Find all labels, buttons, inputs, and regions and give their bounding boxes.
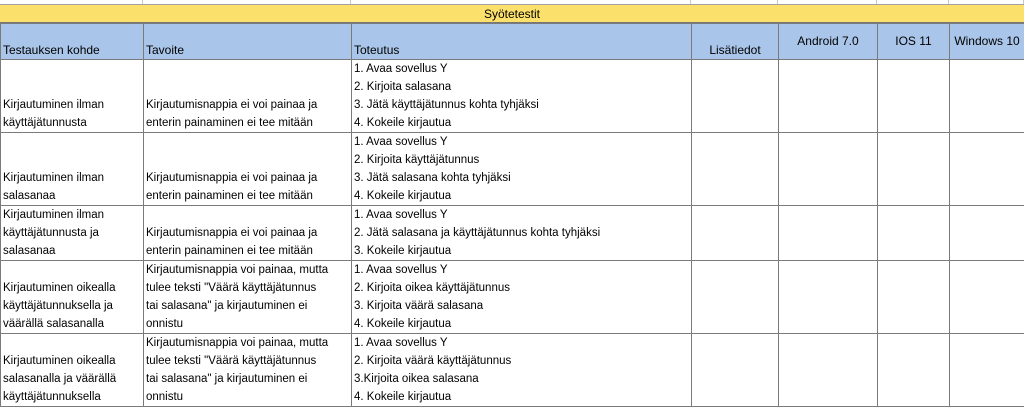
cell-tavoite[interactable] — [144, 60, 352, 133]
cell-lisatiedot[interactable] — [692, 261, 779, 334]
cell-toteutus[interactable] — [352, 334, 692, 407]
cell-text-line: tai salasana" ja kirjautuminen ei — [146, 370, 348, 388]
cell-testauksen-kohde[interactable] — [1, 334, 144, 407]
cell-ios[interactable] — [878, 261, 950, 334]
cell-text-line: Kirjautumisnappia ei voi painaa ja — [146, 224, 348, 242]
cell-text-line: 2. Kirjoita käyttäjätunnus — [354, 151, 688, 169]
cell-text-line: 2. Kirjoita salasana — [354, 78, 688, 96]
cell-lisatiedot[interactable] — [692, 206, 779, 261]
cell-text-line: Kirjautumisnappia ei voi painaa ja — [146, 169, 348, 187]
cell-tavoite[interactable] — [144, 334, 352, 407]
cell-lisatiedot[interactable] — [692, 334, 779, 407]
cell-ios[interactable] — [878, 206, 950, 261]
cell-testauksen-kohde[interactable] — [1, 261, 144, 334]
cell-text-line: 1. Avaa sovellus Y — [354, 334, 688, 352]
cell-text-line: 1. Avaa sovellus Y — [354, 60, 688, 78]
cell-text-line: salasanaa — [3, 242, 140, 260]
cell-text-line: onnistu — [146, 388, 348, 406]
header-cell-windows[interactable]: Windows 10 — [950, 24, 1024, 60]
cell-text-line: salasanalla ja väärällä — [3, 370, 140, 388]
cell-android[interactable] — [779, 133, 878, 206]
cell-text-line: Kirjautumisnappia voi painaa, mutta — [146, 261, 348, 279]
cell-text-line: Kirjautuminen ilman — [3, 169, 140, 187]
header-cell-ios[interactable]: IOS 11 — [878, 24, 950, 60]
cell-text-line: käyttäjätunnusta — [3, 114, 140, 132]
cell-text-line: Kirjautuminen ilman — [3, 206, 140, 224]
table-row — [1, 206, 1024, 261]
header-cell-tavoite[interactable]: Tavoite — [144, 24, 352, 60]
cell-text-line: käyttäjätunnuksella ja — [3, 297, 140, 315]
cell-text-line: enterin painaminen ei tee mitään — [146, 242, 348, 260]
cell-testauksen-kohde[interactable] — [1, 206, 144, 261]
cell-android[interactable] — [779, 206, 878, 261]
sheet-title-cell[interactable]: Syötetestit — [0, 4, 1024, 23]
cell-text-line: 2. Kirjoita väärä käyttäjätunnus — [354, 352, 688, 370]
cell-lisatiedot[interactable] — [692, 60, 779, 133]
cell-text-line: enterin painaminen ei tee mitään — [146, 114, 348, 132]
header-cell-android[interactable]: Android 7.0 — [779, 24, 878, 60]
cell-android[interactable] — [779, 334, 878, 407]
cell-testauksen-kohde[interactable] — [1, 133, 144, 206]
cell-windows[interactable] — [950, 261, 1024, 334]
cell-text-line: 3. Kirjoita väärä salasana — [354, 297, 688, 315]
cell-text-line: salasanaa — [3, 187, 140, 205]
header-cell-testauksen-kohde[interactable]: Testauksen kohde — [1, 24, 144, 60]
cell-tavoite[interactable] — [144, 261, 352, 334]
header-row — [1, 24, 1024, 60]
table-row — [1, 334, 1024, 407]
cell-text-line: 1. Avaa sovellus Y — [354, 133, 688, 151]
cell-text-line: 1. Avaa sovellus Y — [354, 206, 688, 224]
cell-windows[interactable] — [950, 334, 1024, 407]
cell-text-line: Kirjautumisnappia voi painaa, mutta — [146, 334, 348, 352]
cell-text-line: tulee teksti "Väärä käyttäjätunnus — [146, 352, 348, 370]
cell-android[interactable] — [779, 60, 878, 133]
cell-text-line: 3. Jätä salasana kohta tyhjäksi — [354, 169, 688, 187]
cell-text-line: enterin painaminen ei tee mitään — [146, 187, 348, 205]
cell-lisatiedot[interactable] — [692, 133, 779, 206]
cell-text-line: käyttäjätunnuksella — [3, 388, 140, 406]
cell-toteutus[interactable] — [352, 206, 692, 261]
cell-text-line: tai salasana" ja kirjautuminen ei — [146, 297, 348, 315]
test-table — [0, 23, 1024, 407]
header-cell-lisatiedot[interactable]: Lisätiedot — [692, 24, 779, 60]
cell-text-line: käyttäjätunnusta ja — [3, 224, 140, 242]
cell-text-line: Kirjautuminen oikealla — [3, 279, 140, 297]
table-row — [1, 60, 1024, 133]
cell-text-line: 4. Kokeile kirjautua — [354, 315, 688, 333]
cell-toteutus[interactable] — [352, 133, 692, 206]
cell-windows[interactable] — [950, 133, 1024, 206]
cell-windows[interactable] — [950, 206, 1024, 261]
cell-text-line: Kirjautuminen oikealla — [3, 352, 140, 370]
cell-text-line: 4. Kokeile kirjautua — [354, 388, 688, 406]
cell-toteutus[interactable] — [352, 60, 692, 133]
cell-text-line: 3. Kokeile kirjautua — [354, 242, 688, 260]
table-row — [1, 261, 1024, 334]
cell-text-line: Kirjautuminen ilman — [3, 96, 140, 114]
cell-text-line: 3.Kirjoita oikea salasana — [354, 370, 688, 388]
cell-tavoite[interactable] — [144, 133, 352, 206]
cell-ios[interactable] — [878, 133, 950, 206]
cell-tavoite[interactable] — [144, 206, 352, 261]
cell-text-line: Kirjautumisnappia ei voi painaa ja — [146, 96, 348, 114]
cell-ios[interactable] — [878, 334, 950, 407]
cell-text-line: väärällä salasanalla — [3, 315, 140, 333]
cell-ios[interactable] — [878, 60, 950, 133]
cell-toteutus[interactable] — [352, 261, 692, 334]
cell-windows[interactable] — [950, 60, 1024, 133]
cell-text-line: 4. Kokeile kirjautua — [354, 187, 688, 205]
cell-text-line: tulee teksti "Väärä käyttäjätunnus — [146, 279, 348, 297]
cell-text-line: onnistu — [146, 315, 348, 333]
table-body — [1, 60, 1024, 407]
cell-testauksen-kohde[interactable] — [1, 60, 144, 133]
cell-text-line: 3. Jätä käyttäjätunnus kohta tyhjäksi — [354, 96, 688, 114]
cell-text-line: 4. Kokeile kirjautua — [354, 114, 688, 132]
table-row — [1, 133, 1024, 206]
cell-text-line: 2. Jätä salasana ja käyttäjätunnus kohta tyhjäksi — [354, 224, 688, 242]
cell-android[interactable] — [779, 261, 878, 334]
cell-text-line: 1. Avaa sovellus Y — [354, 261, 688, 279]
header-cell-toteutus[interactable]: Toteutus — [352, 24, 692, 60]
cell-text-line: 2. Kirjoita oikea käyttäjätunnus — [354, 279, 688, 297]
